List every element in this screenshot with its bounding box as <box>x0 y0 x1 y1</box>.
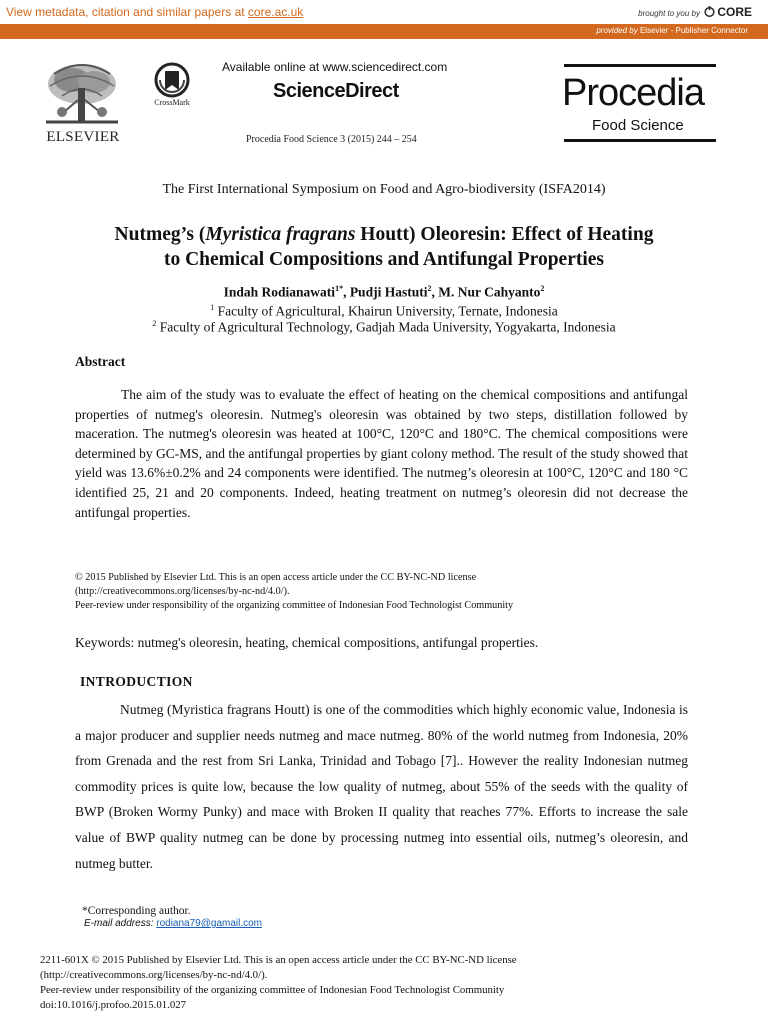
footer-license-url[interactable]: (http://creativecommons.org/licenses/by-nc-nd/4.0/). <box>40 969 268 981</box>
journal-citation: Procedia Food Science 3 (2015) 244 – 254 <box>246 134 417 145</box>
core-logo-label: CORE <box>717 5 752 19</box>
email-line <box>84 918 262 929</box>
crossmark-label: CrossMark <box>154 98 190 107</box>
affiliation <box>0 319 768 336</box>
procedia-subtitle: Food Science <box>592 117 684 134</box>
provider-text <box>596 26 748 35</box>
sciencedirect-logo: ScienceDirect <box>273 80 399 102</box>
author-list: Indah Rodianawati$^{1*}$, Pudji Hastuti$^2$, M. Nur Cahyanto$^2$ <box>223 284 545 300</box>
abstract-heading: Abstract <box>75 354 126 369</box>
procedia-top-rule <box>564 64 716 67</box>
provider-prefix: provided by <box>596 26 640 35</box>
introduction-heading: INTRODUCTION <box>80 674 193 689</box>
corresponding-author-note: *Corresponding author. <box>82 905 191 917</box>
core-ac-uk-link[interactable]: core.ac.uk <box>247 5 304 19</box>
affiliation-sup: 2 <box>152 319 157 328</box>
author-sup: 2 <box>427 284 432 293</box>
provider-name: Elsevier - Publisher Connector <box>639 26 748 35</box>
email-label: E-mail address: <box>84 918 157 929</box>
core-brought-by-text: brought to you by <box>638 9 700 18</box>
procedia-bottom-rule <box>564 139 716 142</box>
footer-line: Peer-review under responsibility of the organizing committee of Indonesian Food Technologist Community <box>40 984 505 996</box>
article-title <box>60 222 708 272</box>
introduction-text: Nutmeg (Myristica fragrans Houtt) is one of the commodities which highly economic value, Indonesia is a major producer and supplier needs nutmeg and mace nutmeg. 80% of the world nutmeg from Indonesia, 20% from Grenada and the rest from Sri Lanka, Trinidad and Tobago [7].. However the reality Indonesian nutmeg commodity prices is quite low, because the low quality of nutmeg, about 55% of the seeds with the quality of BWP (Broken Wormy Punky) and mace with Broken II quality that reaches 77%. Efforts to increase the sale value of BWP quality nutmeg can be done by processing nutmeg into essential oils, nutmeg’s oleoresin, and nutmeg butter. <box>75 702 688 871</box>
available-online-text: Available online at www.sciencedirect.com <box>222 60 448 74</box>
title-line-2: to Chemical Compositions and Antifungal Properties <box>163 249 605 270</box>
procedia-logo: Procedia <box>562 72 704 114</box>
elsevier-wordmark: ELSEVIER <box>46 129 120 145</box>
crossmark-icon[interactable] <box>152 62 192 98</box>
footer-line: 2211-601X © 2015 Published by Elsevier Ltd. This is an open access article under the CC BY-NC-ND license <box>40 954 517 966</box>
affiliation <box>0 303 768 320</box>
affiliation-sup: 1 <box>210 303 215 312</box>
core-metadata-link[interactable] <box>6 5 303 19</box>
elsevier-tree-logo <box>42 60 122 128</box>
footer-doi[interactable]: doi:10.1016/j.profoo.2015.01.027 <box>40 999 187 1011</box>
title-part-2: Houtt) Oleoresin: Effect of Heating <box>355 224 654 245</box>
license-url[interactable]: (http://creativecommons.org/licenses/by-nc-nd/4.0/). <box>75 586 290 597</box>
license-line: Peer-review under responsibility of the organizing committee of Indonesian Food Technologist Community <box>75 600 514 611</box>
license-line: © 2015 Published by Elsevier Ltd. This is an open access article under the CC BY-NC-ND license <box>75 572 477 583</box>
abstract-text: The aim of the study was to evaluate the effect of heating on the chemical compositions and antifungal properties of nutmeg's oleoresin. Nutmeg's oleoresin was obtained by two steps, distillation followed by maceration. The nutmeg's oleoresin was heated at 100°C, 120°C and 180°C. The chemical compositions were determined by GC-MS, and the antifungal properties by giant colony method. The result of the study showed that yield was 13.6%±0.2% and 24 components were identified. The nutmeg’s oleoresin at 100°C, 120°C and 180 °C identified 25, 21 and 20 components. Indeed, heating treatment on nutmeg’s oleoresin did not decrease the antifungal properties. <box>75 387 688 520</box>
author-sup: 2 <box>540 284 545 293</box>
core-logo-icon <box>704 6 715 18</box>
email-link[interactable]: rodiana79@gamail.com <box>156 918 263 929</box>
affiliation-text: Faculty of Agricultural, Khairun University, Ternate, Indonesia <box>217 303 558 319</box>
page-footer <box>40 953 740 1013</box>
author-name: M. Nur Cahyanto <box>438 284 541 300</box>
title-part-1: Nutmeg’s ( <box>114 224 206 245</box>
affiliation-text: Faculty of Agricultural Technology, Gadjah Mada University, Yogyakarta, Indonesia <box>159 319 616 335</box>
core-logo[interactable] <box>704 5 752 19</box>
author-name: Pudji Hastuti <box>349 284 428 300</box>
license-notice <box>75 571 695 613</box>
keywords-line: Keywords: nutmeg's oleoresin, heating, chemical compositions, antifungal properties. <box>75 635 539 650</box>
author-sup: 1* <box>335 284 344 293</box>
author-name: Indah Rodianawati <box>223 284 336 300</box>
title-species: Myristica fragrans <box>205 224 356 245</box>
symposium-line: The First International Symposium on Food and Agro-biodiversity (ISFA2014) <box>162 182 606 197</box>
core-link-prefix: View metadata, citation and similar papers at <box>6 5 248 19</box>
